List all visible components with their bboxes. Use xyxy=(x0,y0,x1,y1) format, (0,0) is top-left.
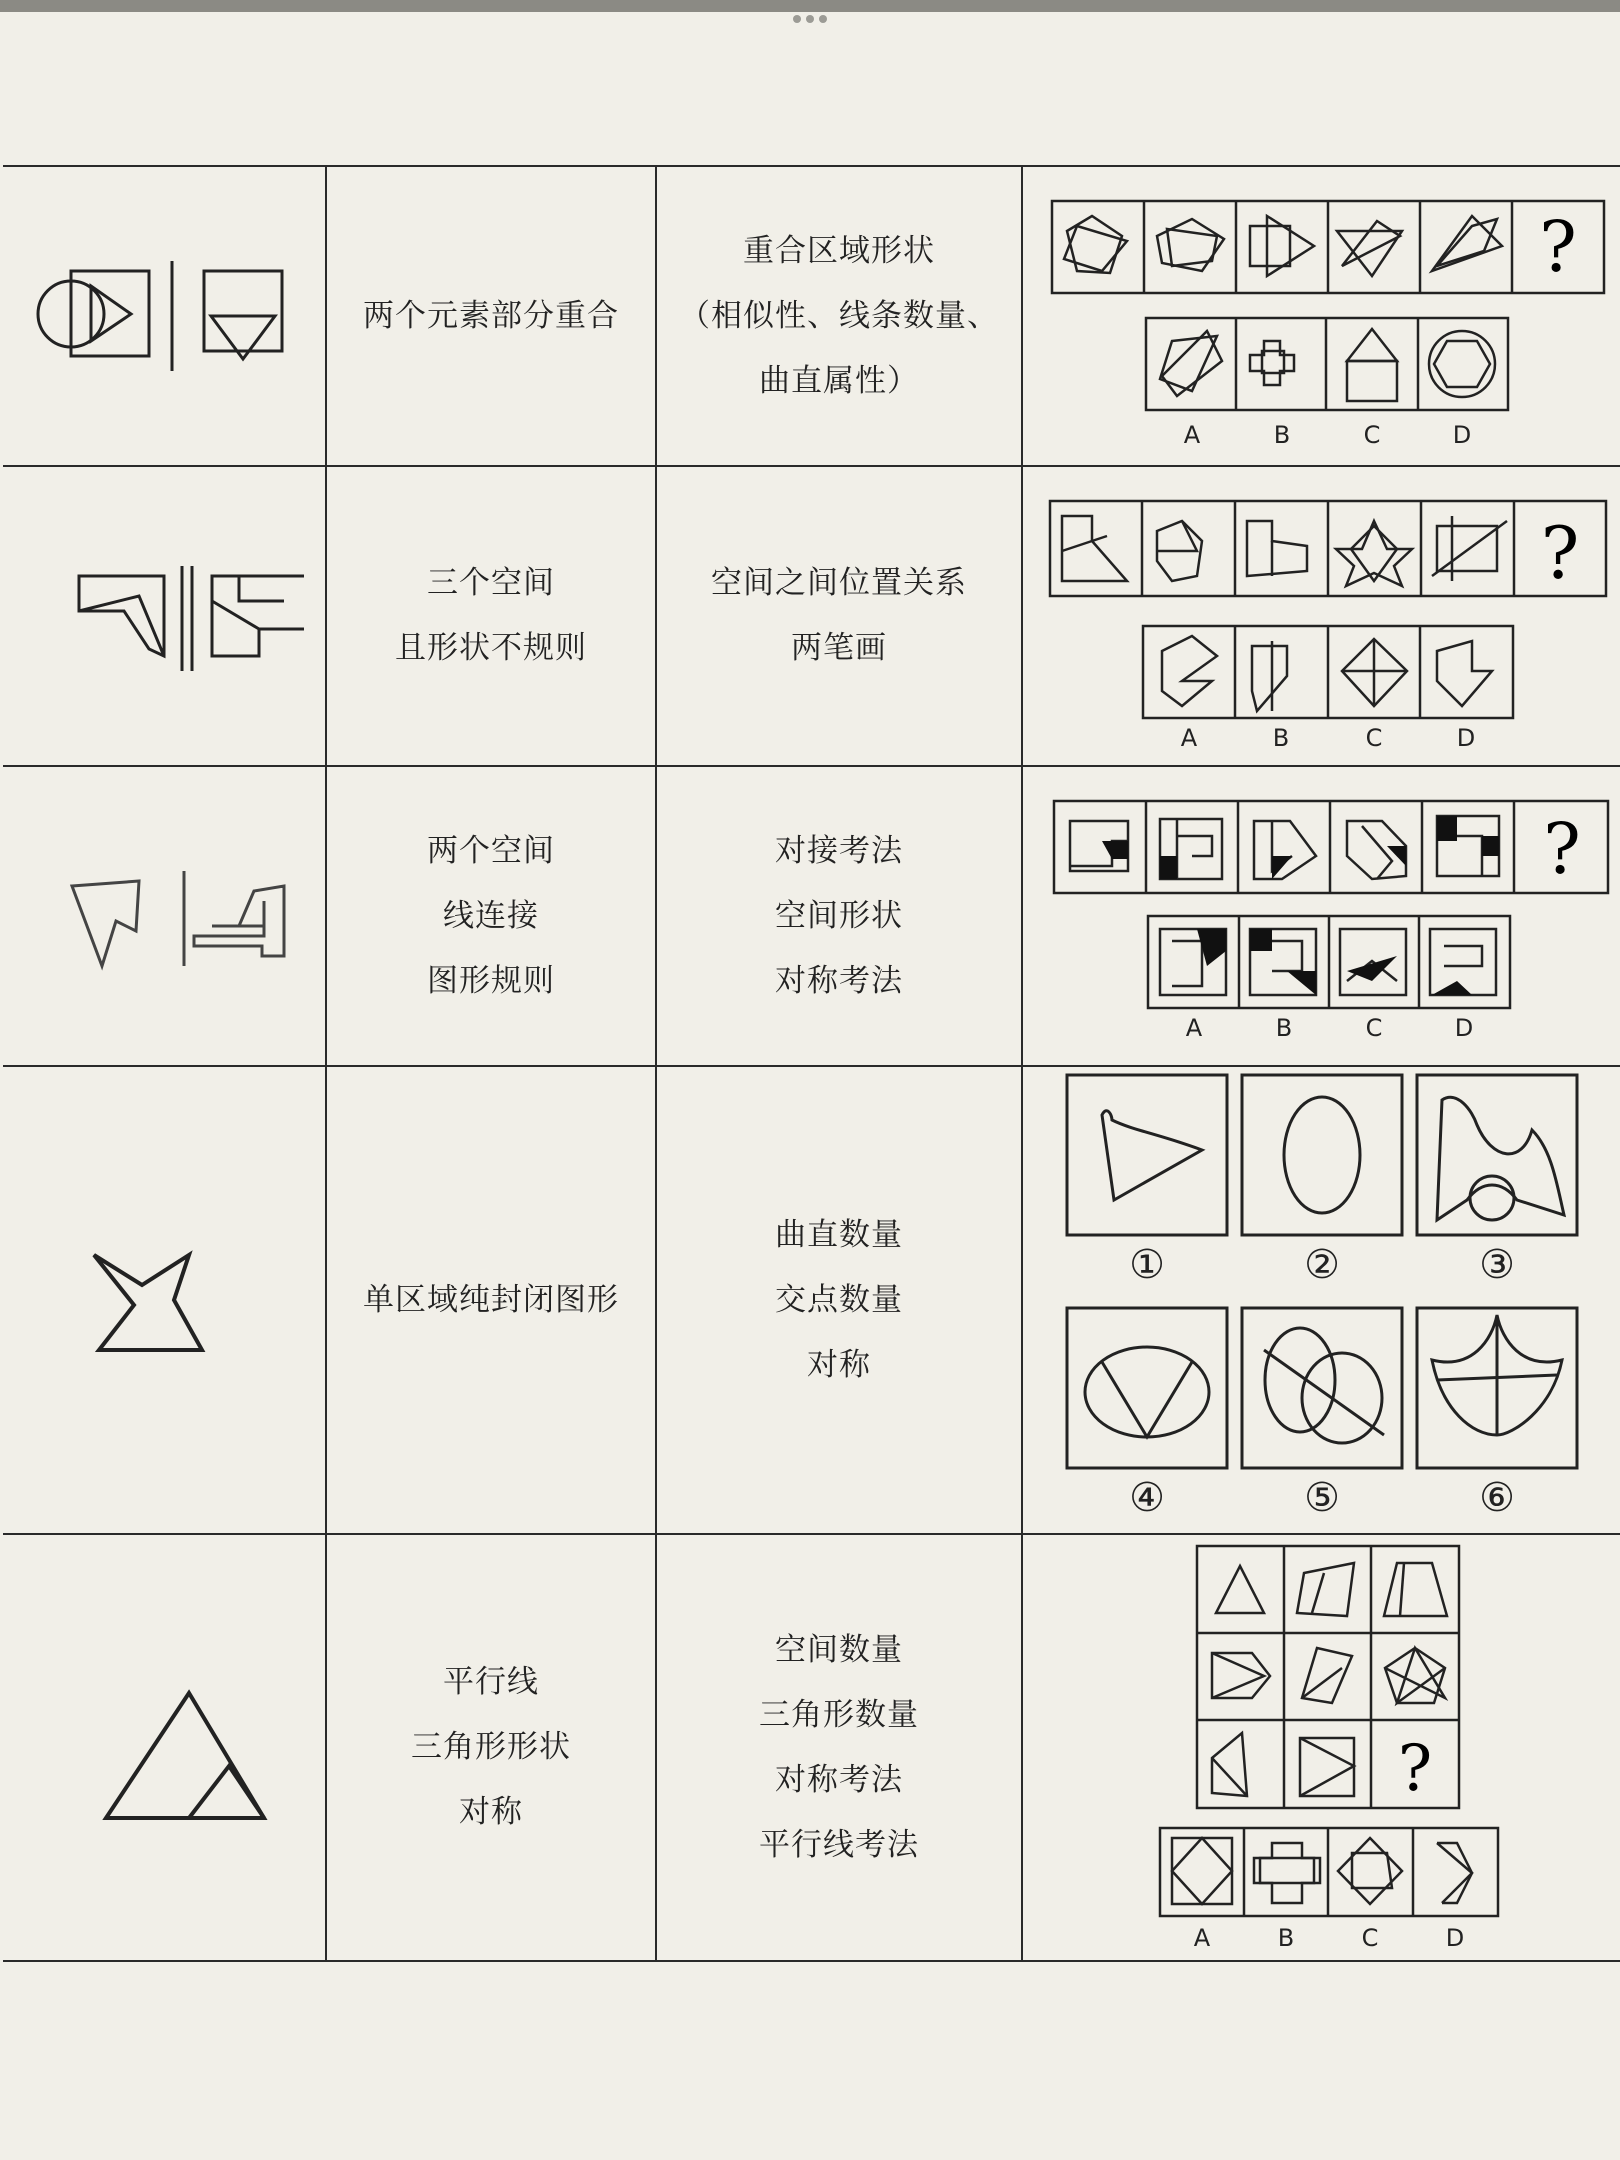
single-region-example-figure xyxy=(24,1200,304,1400)
grid-question-figure xyxy=(1032,1538,1612,1958)
table-row xyxy=(3,466,1620,766)
option-label: B xyxy=(1277,1923,1294,1952)
method-text: 空间之间位置关系 两笔画 xyxy=(711,565,967,666)
option-label: D xyxy=(1456,724,1475,751)
option-label: A xyxy=(1193,1923,1210,1952)
option-label: C xyxy=(1363,421,1380,449)
option-label: A xyxy=(1183,421,1200,449)
feature-cell xyxy=(326,466,656,766)
option-label: A xyxy=(1180,724,1197,751)
question-cell xyxy=(1022,166,1620,466)
feature-text: 两个空间 线连接 图形规则 xyxy=(427,832,555,999)
option-label: D xyxy=(1445,1923,1464,1952)
question-cell xyxy=(1022,466,1620,766)
option-label: B xyxy=(1275,1014,1292,1042)
feature-cell xyxy=(326,166,656,466)
feature-text: 三个空间 且形状不规则 xyxy=(395,565,587,666)
table-row xyxy=(3,1534,1620,1961)
figure-reasoning-table xyxy=(3,165,1620,1962)
option-label: B xyxy=(1273,421,1290,449)
figure-label: ② xyxy=(1303,1242,1340,1288)
figure-label: ① xyxy=(1128,1242,1165,1288)
table-row xyxy=(3,766,1620,1066)
example-figure-cell xyxy=(3,166,326,466)
question-figure xyxy=(1032,781,1612,1051)
method-text: 曲直数量 交点数量 对称 xyxy=(775,1216,903,1383)
figure-label: ④ xyxy=(1128,1475,1165,1521)
question-mark: ? xyxy=(1540,511,1579,595)
question-figure xyxy=(1032,181,1612,451)
example-figure-cell xyxy=(3,466,326,766)
overlap-example-figure xyxy=(24,241,304,391)
method-cell xyxy=(656,466,1022,766)
example-figure-cell xyxy=(3,1066,326,1534)
method-cell xyxy=(656,1534,1022,1961)
example-figure-cell xyxy=(3,766,326,1066)
table-row xyxy=(3,1066,1620,1534)
question-cell xyxy=(1022,766,1620,1066)
method-text: 对接考法 空间形状 对称考法 xyxy=(775,832,903,999)
option-label: B xyxy=(1272,724,1289,751)
question-mark: ? xyxy=(1542,808,1581,890)
option-label: C xyxy=(1365,1014,1382,1042)
irregular-spaces-example-figure xyxy=(24,541,304,691)
method-text: 空间数量 三角形数量 对称考法 平行线考法 xyxy=(759,1631,919,1863)
method-cell xyxy=(656,766,1022,1066)
triangle-example-figure xyxy=(24,1648,304,1848)
window-top-bar xyxy=(0,0,1620,12)
feature-cell xyxy=(326,766,656,1066)
option-label: D xyxy=(1452,421,1471,449)
question-mark: ? xyxy=(1397,1731,1432,1806)
figure-label: ⑥ xyxy=(1478,1475,1515,1521)
sheet-grabber[interactable] xyxy=(789,14,831,24)
classification-figure xyxy=(1032,1070,1612,1530)
option-label: C xyxy=(1361,1923,1378,1952)
table-row xyxy=(3,166,1620,466)
figure-label: ③ xyxy=(1478,1242,1515,1288)
option-label: D xyxy=(1454,1014,1473,1042)
feature-text: 平行线 三角形形状 对称 xyxy=(411,1664,571,1830)
example-figure-cell xyxy=(3,1534,326,1961)
feature-cell xyxy=(326,1066,656,1534)
question-figure xyxy=(1032,481,1612,751)
method-text: 重合区域形状 （相似性、线条数量、 曲直属性） xyxy=(679,232,999,399)
option-label: C xyxy=(1365,724,1382,751)
figure-label: ⑤ xyxy=(1303,1475,1340,1521)
question-mark: ? xyxy=(1538,206,1577,288)
question-cell xyxy=(1022,1066,1620,1534)
method-cell xyxy=(656,1066,1022,1534)
feature-cell xyxy=(326,1534,656,1961)
feature-text: 单区域纯封闭图形 xyxy=(363,1281,619,1318)
question-cell xyxy=(1022,1534,1620,1961)
feature-text: 两个元素部分重合 xyxy=(363,297,619,334)
connected-spaces-example-figure xyxy=(24,841,304,991)
method-cell xyxy=(656,166,1022,466)
option-label: A xyxy=(1185,1014,1202,1042)
